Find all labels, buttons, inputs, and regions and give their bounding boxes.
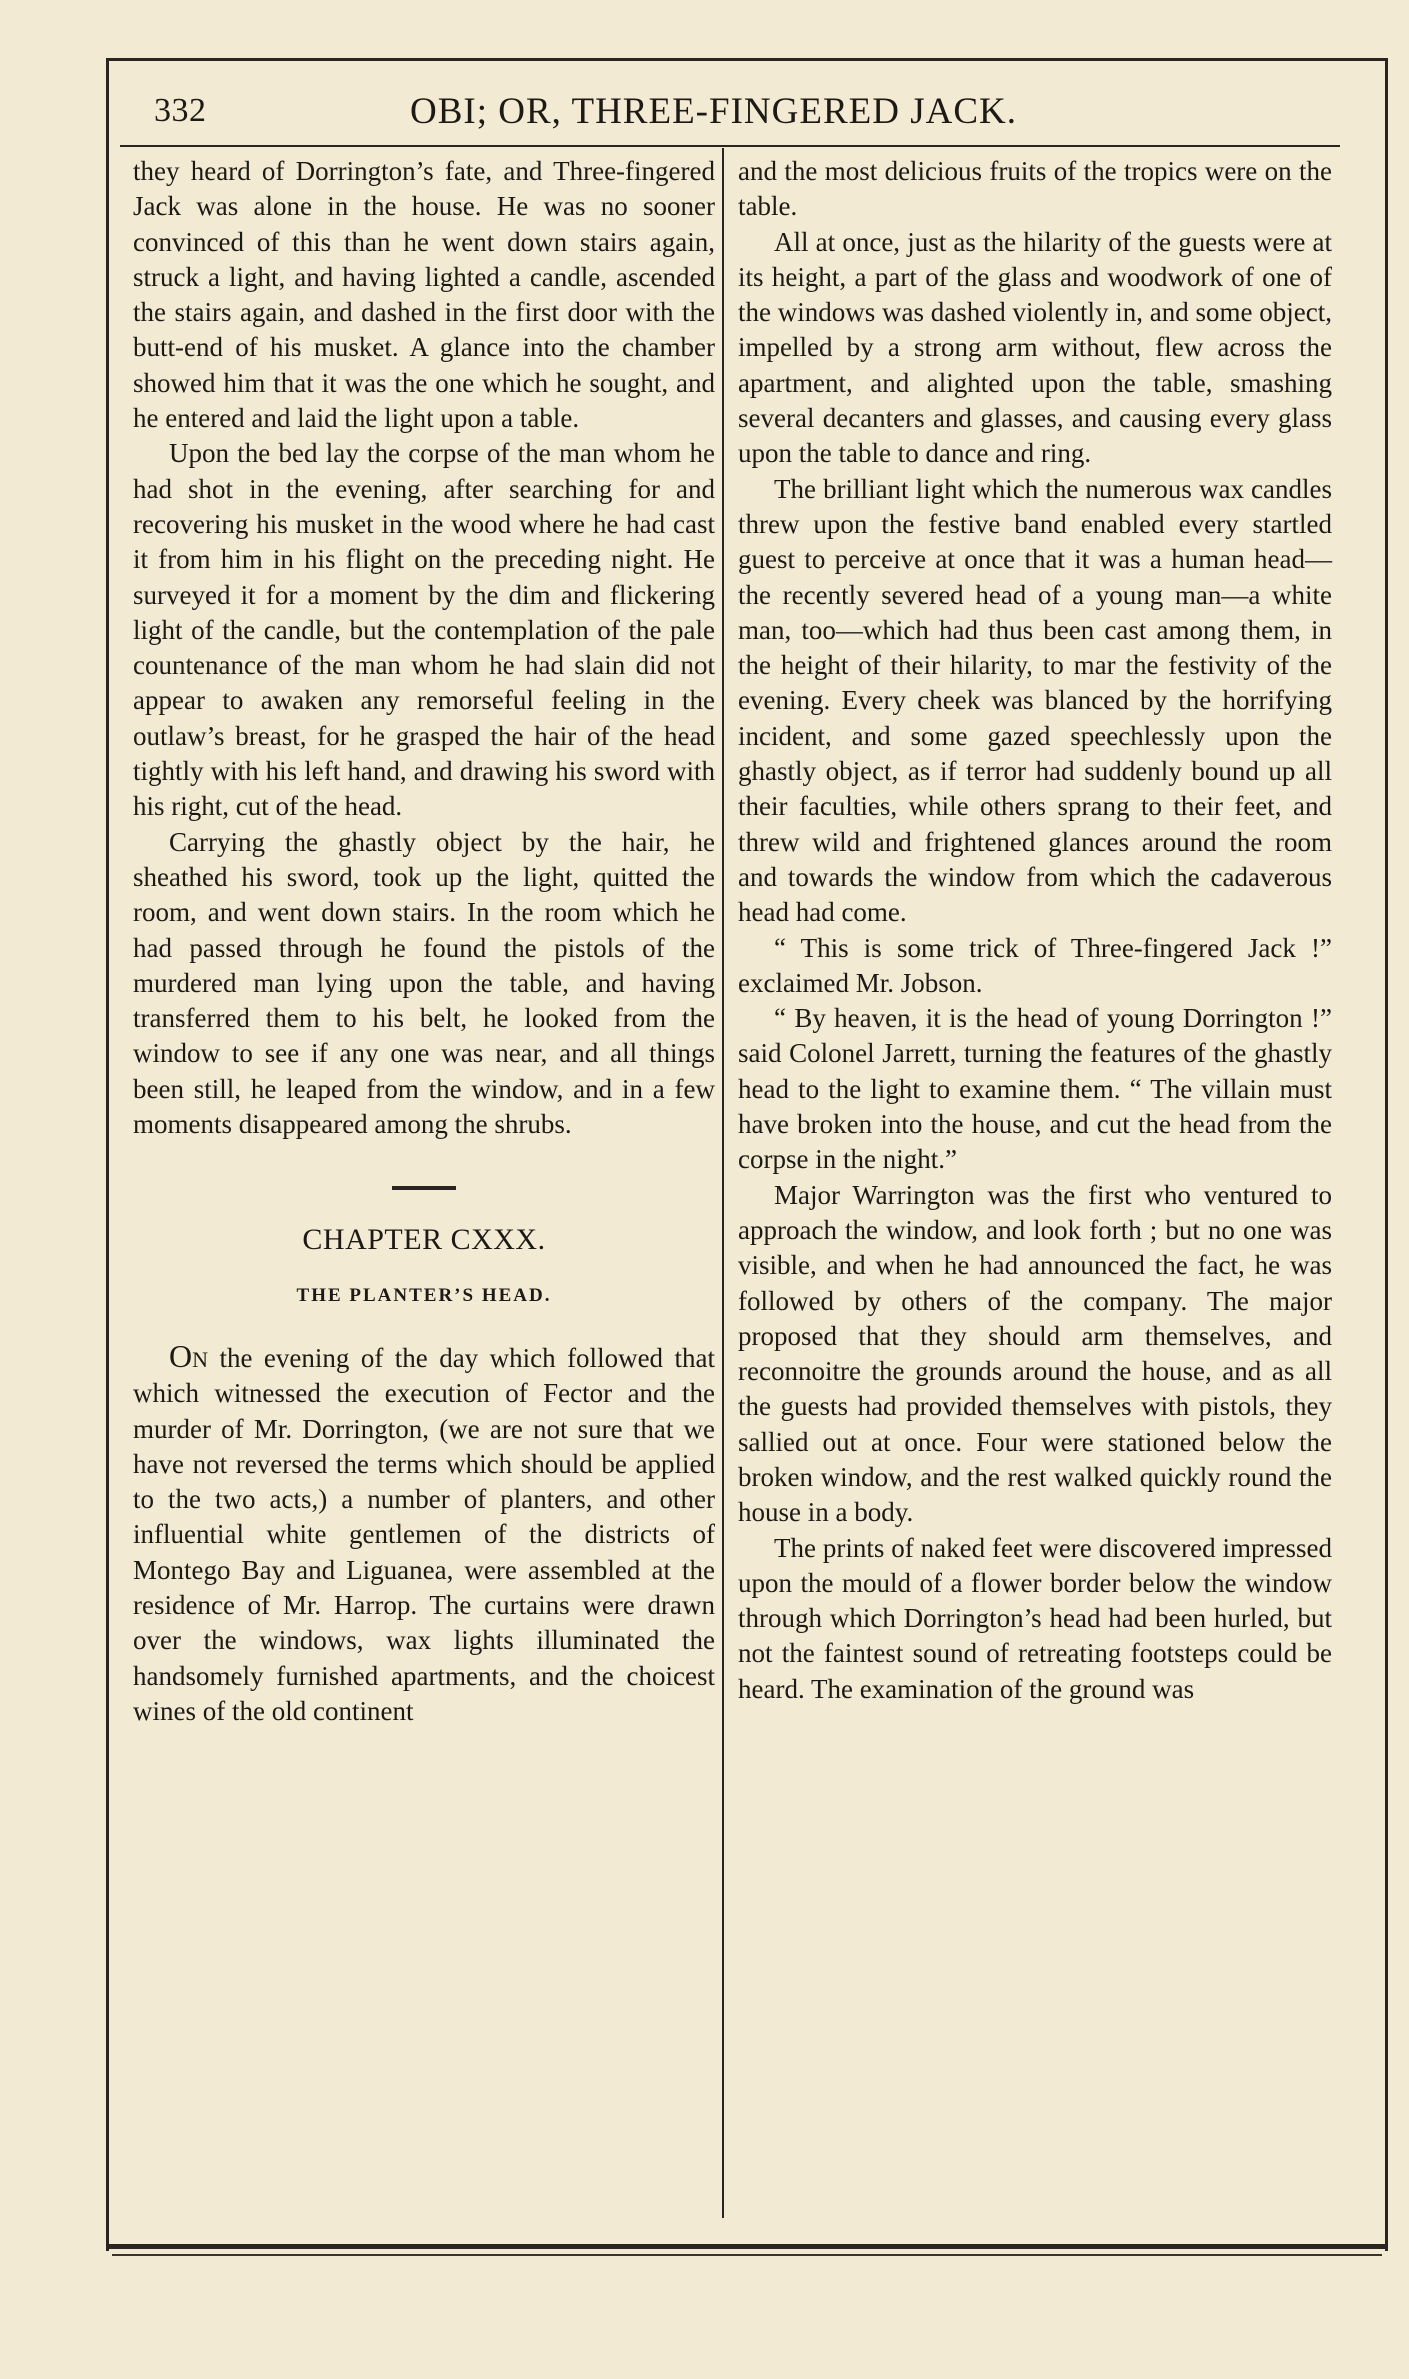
page-border-bottom-thin <box>112 2254 1382 2256</box>
running-header <box>140 88 1340 140</box>
chapter-heading: CHAPTER CXXX. <box>302 1223 546 1257</box>
column-divider <box>722 148 724 2218</box>
chapter-first-paragraph <box>133 1339 715 1729</box>
right-paragraph-4: “ This is some trick of Three-fingered Jack !” exclaimed Mr. Jobson. <box>738 932 1332 998</box>
left-paragraph-2: Upon the bed lay the corpse of the man whom he had shot in the evening, after searching for and recovering his musket in the wood where he had cast it from him in his flight on the preceding night. He surveyed it for a moment by the dim and flickering light of the candle, but the contemplation of the pale countenance of the man whom he had slain did not appear to awaken any remorseful feeling in the outlaw’s breast, for he grasped the hair of the head tightly with his left hand, and drawing his sword with his right, cut of the head. <box>133 438 715 822</box>
right-paragraph-3: The brilliant light which the numerous wax candles threw upon the festive band enabled every startled guest to perceive at once that it was a human head—the recently severed head of a young man—a white man, too—which had thus been cast among them, in the height of their hilarity, to mar the festivity of the evening. Every cheek was blanced by the horrifying incident, and some gazed speechlessly upon the ghastly object, as if terror had suddenly bound up all their faculties, while others sprang to their feet, and threw wild and frightened glances around the room and towards the window from which the cadaverous head had come. <box>738 473 1332 928</box>
page-number: 332 <box>154 92 207 129</box>
right-paragraph-1: and the most delicious fruits of the tropics were on the table. <box>738 156 1332 222</box>
section-divider-rule <box>392 1186 456 1190</box>
chapter-subtitle: THE PLANTER’S HEAD. <box>296 1284 552 1306</box>
right-paragraph-2: All at once, just as the hilarity of the guests were at its height, a part of the glass and woodwork of one of the windows was dashed violently in, and some object, impelled by a strong arm without, flew across the apartment, and alighted upon the table, smashing several decanters and glasses, and causing every glass upon the table to dance and ring. <box>738 226 1332 469</box>
left-paragraph-1: they heard of Dorrington’s fate, and Three-fingered Jack was alone in the house. He was no sooner convinced of this than he went down stairs again, struck a light, and having lighted a candle, ascended the stairs again, and dashed in the first door with the butt-end of his musket. A glance into the chamber showed him that it was the one which he sought, and he entered and laid the light upon a table. <box>133 156 715 434</box>
page-border-bottom <box>106 2244 1388 2249</box>
left-column <box>133 154 715 1729</box>
running-title: OBI; OR, THREE-FINGERED JACK. <box>410 91 1017 132</box>
chapter-first-word: On <box>169 1337 208 1374</box>
right-paragraph-6: Major Warrington was the first who ventured to approach the window, and look forth ; but no one was visible, and when he had announced the fact, he was followed by others of the company. The major proposed that they should arm themselves, and reconnoitre the grounds around the house, and as all the guests had provided themselves with pistols, they sallied out at once. Four were stationed below the broken window, and the rest walked quickly round the house in a body. <box>738 1179 1332 1528</box>
right-paragraph-5: “ By heaven, it is the head of young Dorrington !” said Colonel Jarrett, turning the features of the ghastly head to the light to examine them. “ The villain must have broken into the house, and cut the head from the corpse in the night.” <box>738 1003 1332 1175</box>
right-paragraph-7: The prints of naked feet were discovered impressed upon the mould of a flower border below the window through which Dorrington’s head had been hurled, but not the faintest sound of retreating footsteps could be heard. The examination of the ground was <box>738 1532 1332 1704</box>
right-column <box>738 154 1332 1707</box>
left-paragraph-3: Carrying the ghastly object by the hair, he sheathed his sword, took up the light, quitted the room, and went down stairs. In the room which he had passed through he found the pistols of the murdered man lying upon the table, and having transferred them to his belt, he looked from the window to see if any one was near, and all things been still, he leaped from the window, and in a few moments disappeared among the shrubs. <box>133 826 715 1140</box>
chapter-first-paragraph-text: the evening of the day which followed that which witnessed the execution of Fector and the murder of Mr. Dorrington, (we are not sure that we have not reversed the terms which should be applied to the two acts,) a number of planters, and other influential white gentlemen of the districts of Montego Bay and Liguanea, were assembled at the residence of Mr. Harrop. The curtains were drawn over the windows, wax lights illuminated the handsomely furnished apartments, and the choicest wines of the old continent <box>133 1342 715 1726</box>
header-rule <box>120 145 1340 147</box>
